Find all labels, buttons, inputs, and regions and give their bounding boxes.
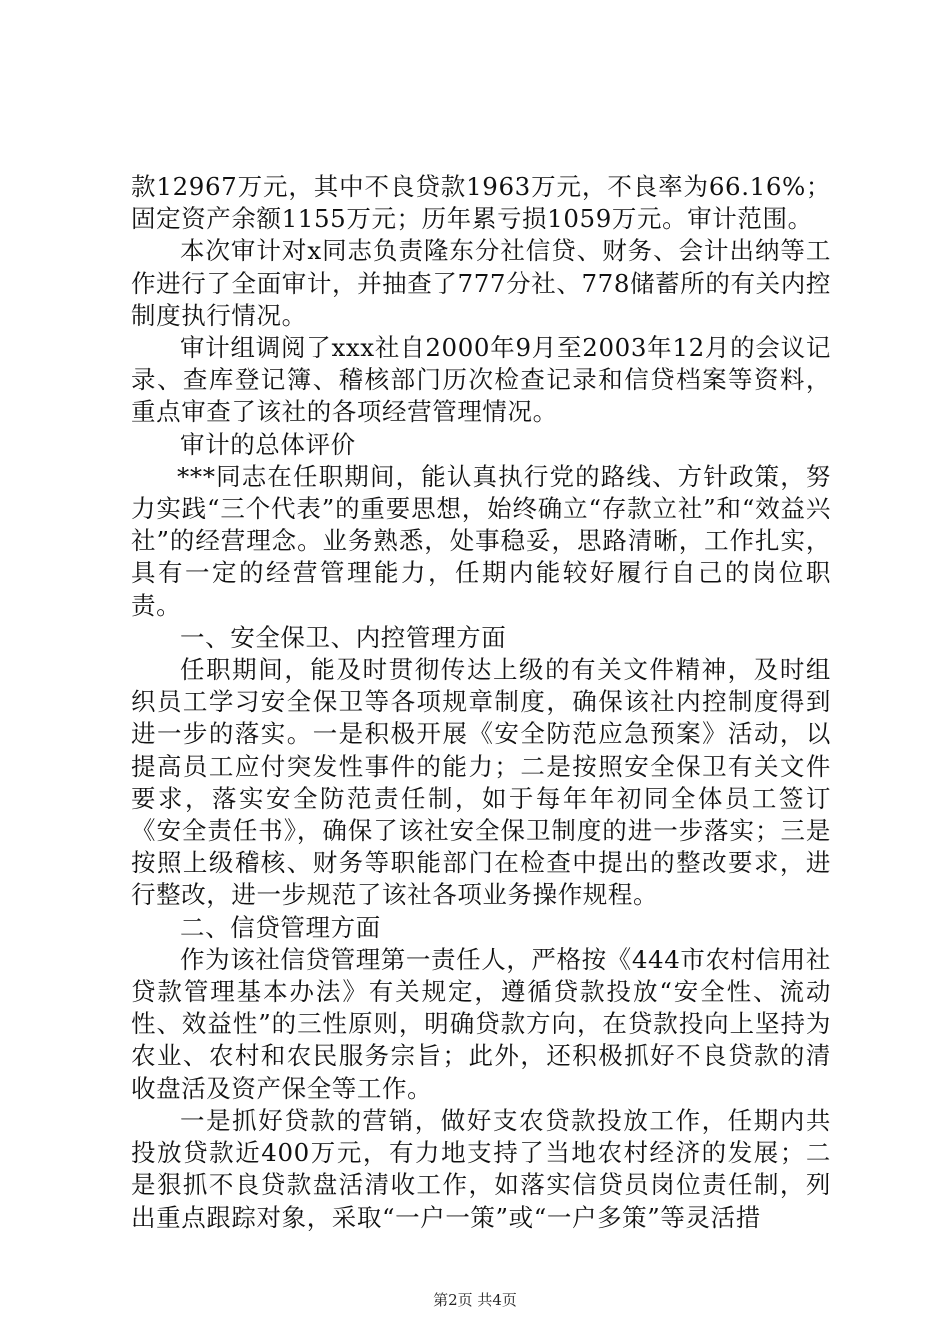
paragraph-loan-marketing: 一是抓好贷款的营销，做好支农贷款投放工作，任期内共投放贷款近400万元，有力地支持了当地农村经济的发展；二是狠抓不良贷款盘活清收工作，如落实信贷员岗位责任制，列出重点跟踪对象，采取“一户一策”或“一户多策”等灵活措	[131, 1105, 831, 1232]
paragraph-loan-figures: 款12967万元，其中不良贷款1963万元，不良率为66.16%；固定资产余额1155万元；历年累亏损1059万元。审计范围。	[131, 172, 831, 234]
document-body	[131, 171, 831, 1234]
paragraph-audit-scope: 本次审计对x同志负责隆东分社信贷、财务、会计出纳等工作进行了全面审计，并抽查了777分社、778储蓄所的有关内控制度执行情况。	[131, 236, 831, 330]
paragraph-credit-management: 作为该社信贷管理第一责任人，严格按《444市农村信用社贷款管理基本办法》有关规定，遵循贷款投放“安全性、流动性、效益性”的三性原则，明确贷款方向，在贷款投向上坚持为农业、农村和农民服务宗旨；此外，还积极抓好不良贷款的清收盘活及资产保全等工作。	[131, 944, 831, 1103]
paragraph-overall-evaluation: ***同志在任职期间，能认真执行党的路线、方针政策，努力实践“三个代表”的重要思想，始终确立“存款立社”和“效益兴社”的经营理念。业务熟悉，处事稳妥，思路清晰，工作扎实，具有一定的经营管理能力，任期内能较好履行自己的岗位职责。	[131, 461, 831, 620]
paragraph-audit-materials: 审计组调阅了xxx社自2000年9月至2003年12月的会议记录、查库登记簿、稽核部门历次检查记录和信贷档案等资料，重点审查了该社的各项经营管理情况。	[131, 333, 831, 427]
page-number-footer: 第2页 共4页	[433, 1291, 517, 1309]
heading-security-internal-control: 一、安全保卫、内控管理方面	[180, 622, 507, 652]
heading-overall-evaluation: 审计的总体评价	[180, 429, 356, 459]
paragraph-security-internal-control: 任职期间，能及时贯彻传达上级的有关文件精神，及时组织员工学习安全保卫等各项规章制度，确保该社内控制度得到进一步的落实。一是积极开展《安全防范应急预案》活动，以提高员工应付突发性事件的能力；二是按照安全保卫有关文件要求，落实安全防范责任制，如于每年年初同全体员工签订《安全责任书》，确保了该社安全保卫制度的进一步落实；三是按照上级稽核、财务等职能部门在检查中提出的整改要求，进行整改，进一步规范了该社各项业务操作规程。	[131, 655, 831, 910]
heading-credit-management: 二、信贷管理方面	[180, 912, 381, 942]
